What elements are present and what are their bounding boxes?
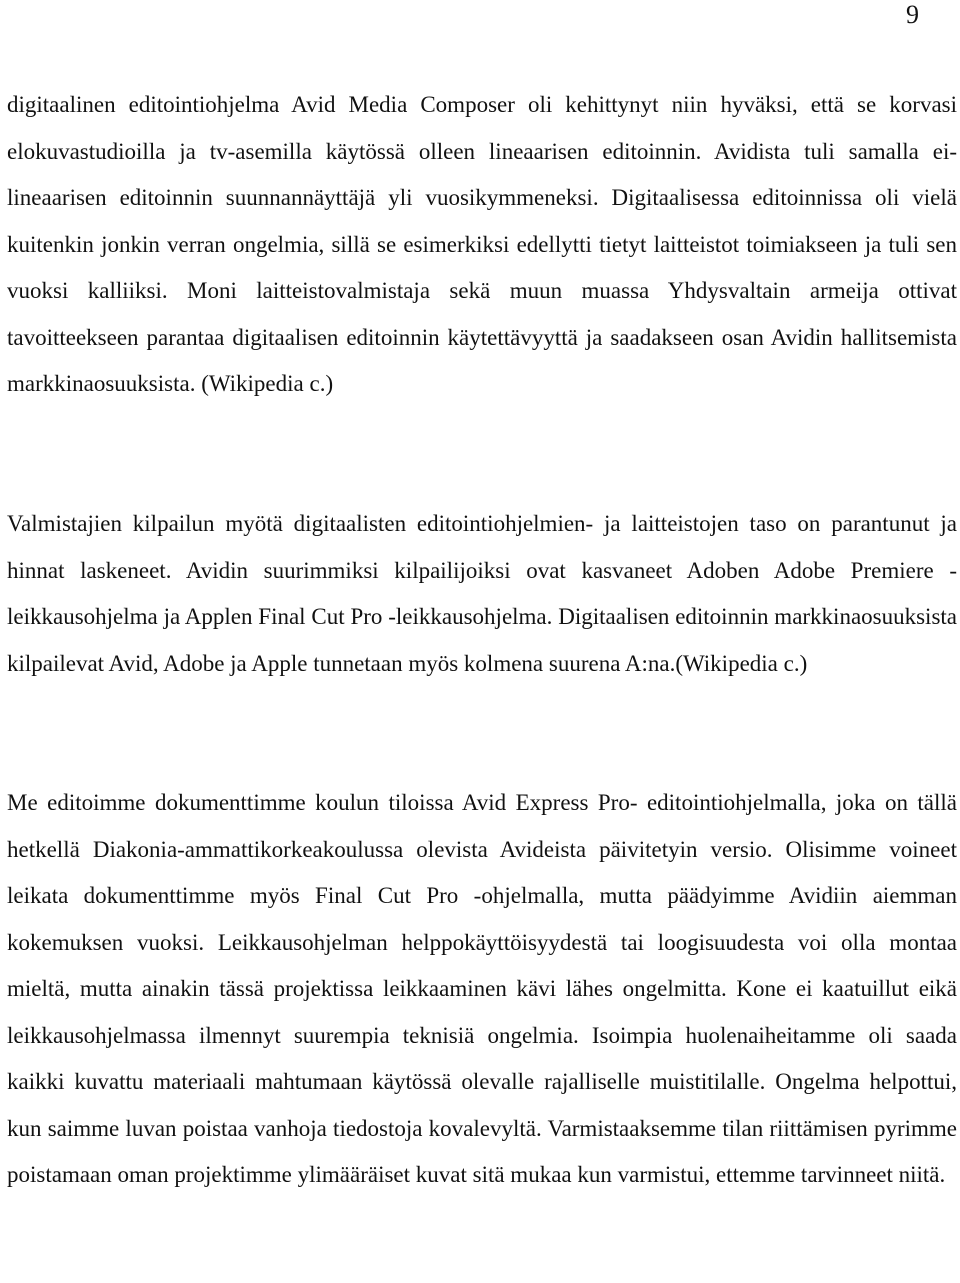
paragraph-avid-history: digitaalinen editointiohjelma Avid Media Composer oli kehittynyt niin hyväksi, että se korvasi elokuvastudioilla ja tv-asemilla käytössä olleen lineaarisen editoinnin. Avidista tuli samalla ei-lineaarisen editoinnin suunnannäyttäjä yli vuosikymmeneksi. Digitaalisessa editoinnissa oli vielä kuitenkin jonkin verran ongelmia, sillä se esimerkiksi edellytti tietyt laitteistot toimiakseen ja tuli sen vuoksi kalliiksi. Moni laitteistovalmistaja sekä muun muassa Yhdysvaltain armeija ottivat tavoitteekseen parantaa digitaalisen editoinnin käytettävyyttä ja saadakseen osan Avidin hallitsemista markkinaosuuksista. (Wikipedia c.) — [7, 92, 957, 396]
paragraph-competitors: Valmistajien kilpailun myötä digitaalisten editointiohjelmien- ja laitteistojen taso on parantunut ja hinnat laskeneet. Avidin suurimmiksi kilpailijoiksi ovat kasvaneet Adoben Adobe Premiere -leikkausohjelma ja Applen Final Cut Pro -leikkausohjelma. Digitaalisen editoinnin markkinaosuuksista kilpailevat Avid, Adobe ja Apple tunnetaan myös kolmena suurena A:na.(Wikipedia c.) — [7, 511, 957, 676]
paragraph-our-editing: Me editoimme dokumenttimme koulun tiloissa Avid Express Pro- editointiohjelmalla, joka on tällä hetkellä Diakonia-ammattikorkeakoulussa olevista Avideista päivitetyin versio. Olisimme voineet leikata dokumenttimme myös Final Cut Pro -ohjelmalla, mutta päädyimme Avidiin aiemman kokemuksen vuoksi. Leikkausohjelman helppokäyttöisyydestä tai loogisuudesta voi olla montaa mieltä, mutta ainakin tässä projektissa leikkaaminen kävi lähes ongelmitta. Kone ei kaatuillut eikä leikkausohjelmassa ilmennyt suurempia teknisiä ongelmia. Isoimpia huolenaiheitamme oli saada kaikki kuvattu materiaali mahtumaan käytössä olevalle rajalliselle muistitilalle. Ongelma helpottui, kun saimme luvan poistaa vanhoja tiedostoja kovalevyltä. Varmistaaksemme tilan riittämisen pyrimme poistamaan oman projektimme ylimääräiset kuvat sitä mukaa kun varmistui, ettemme tarvinneet niitä. — [7, 790, 957, 1187]
page-number: 9 — [906, 0, 919, 29]
